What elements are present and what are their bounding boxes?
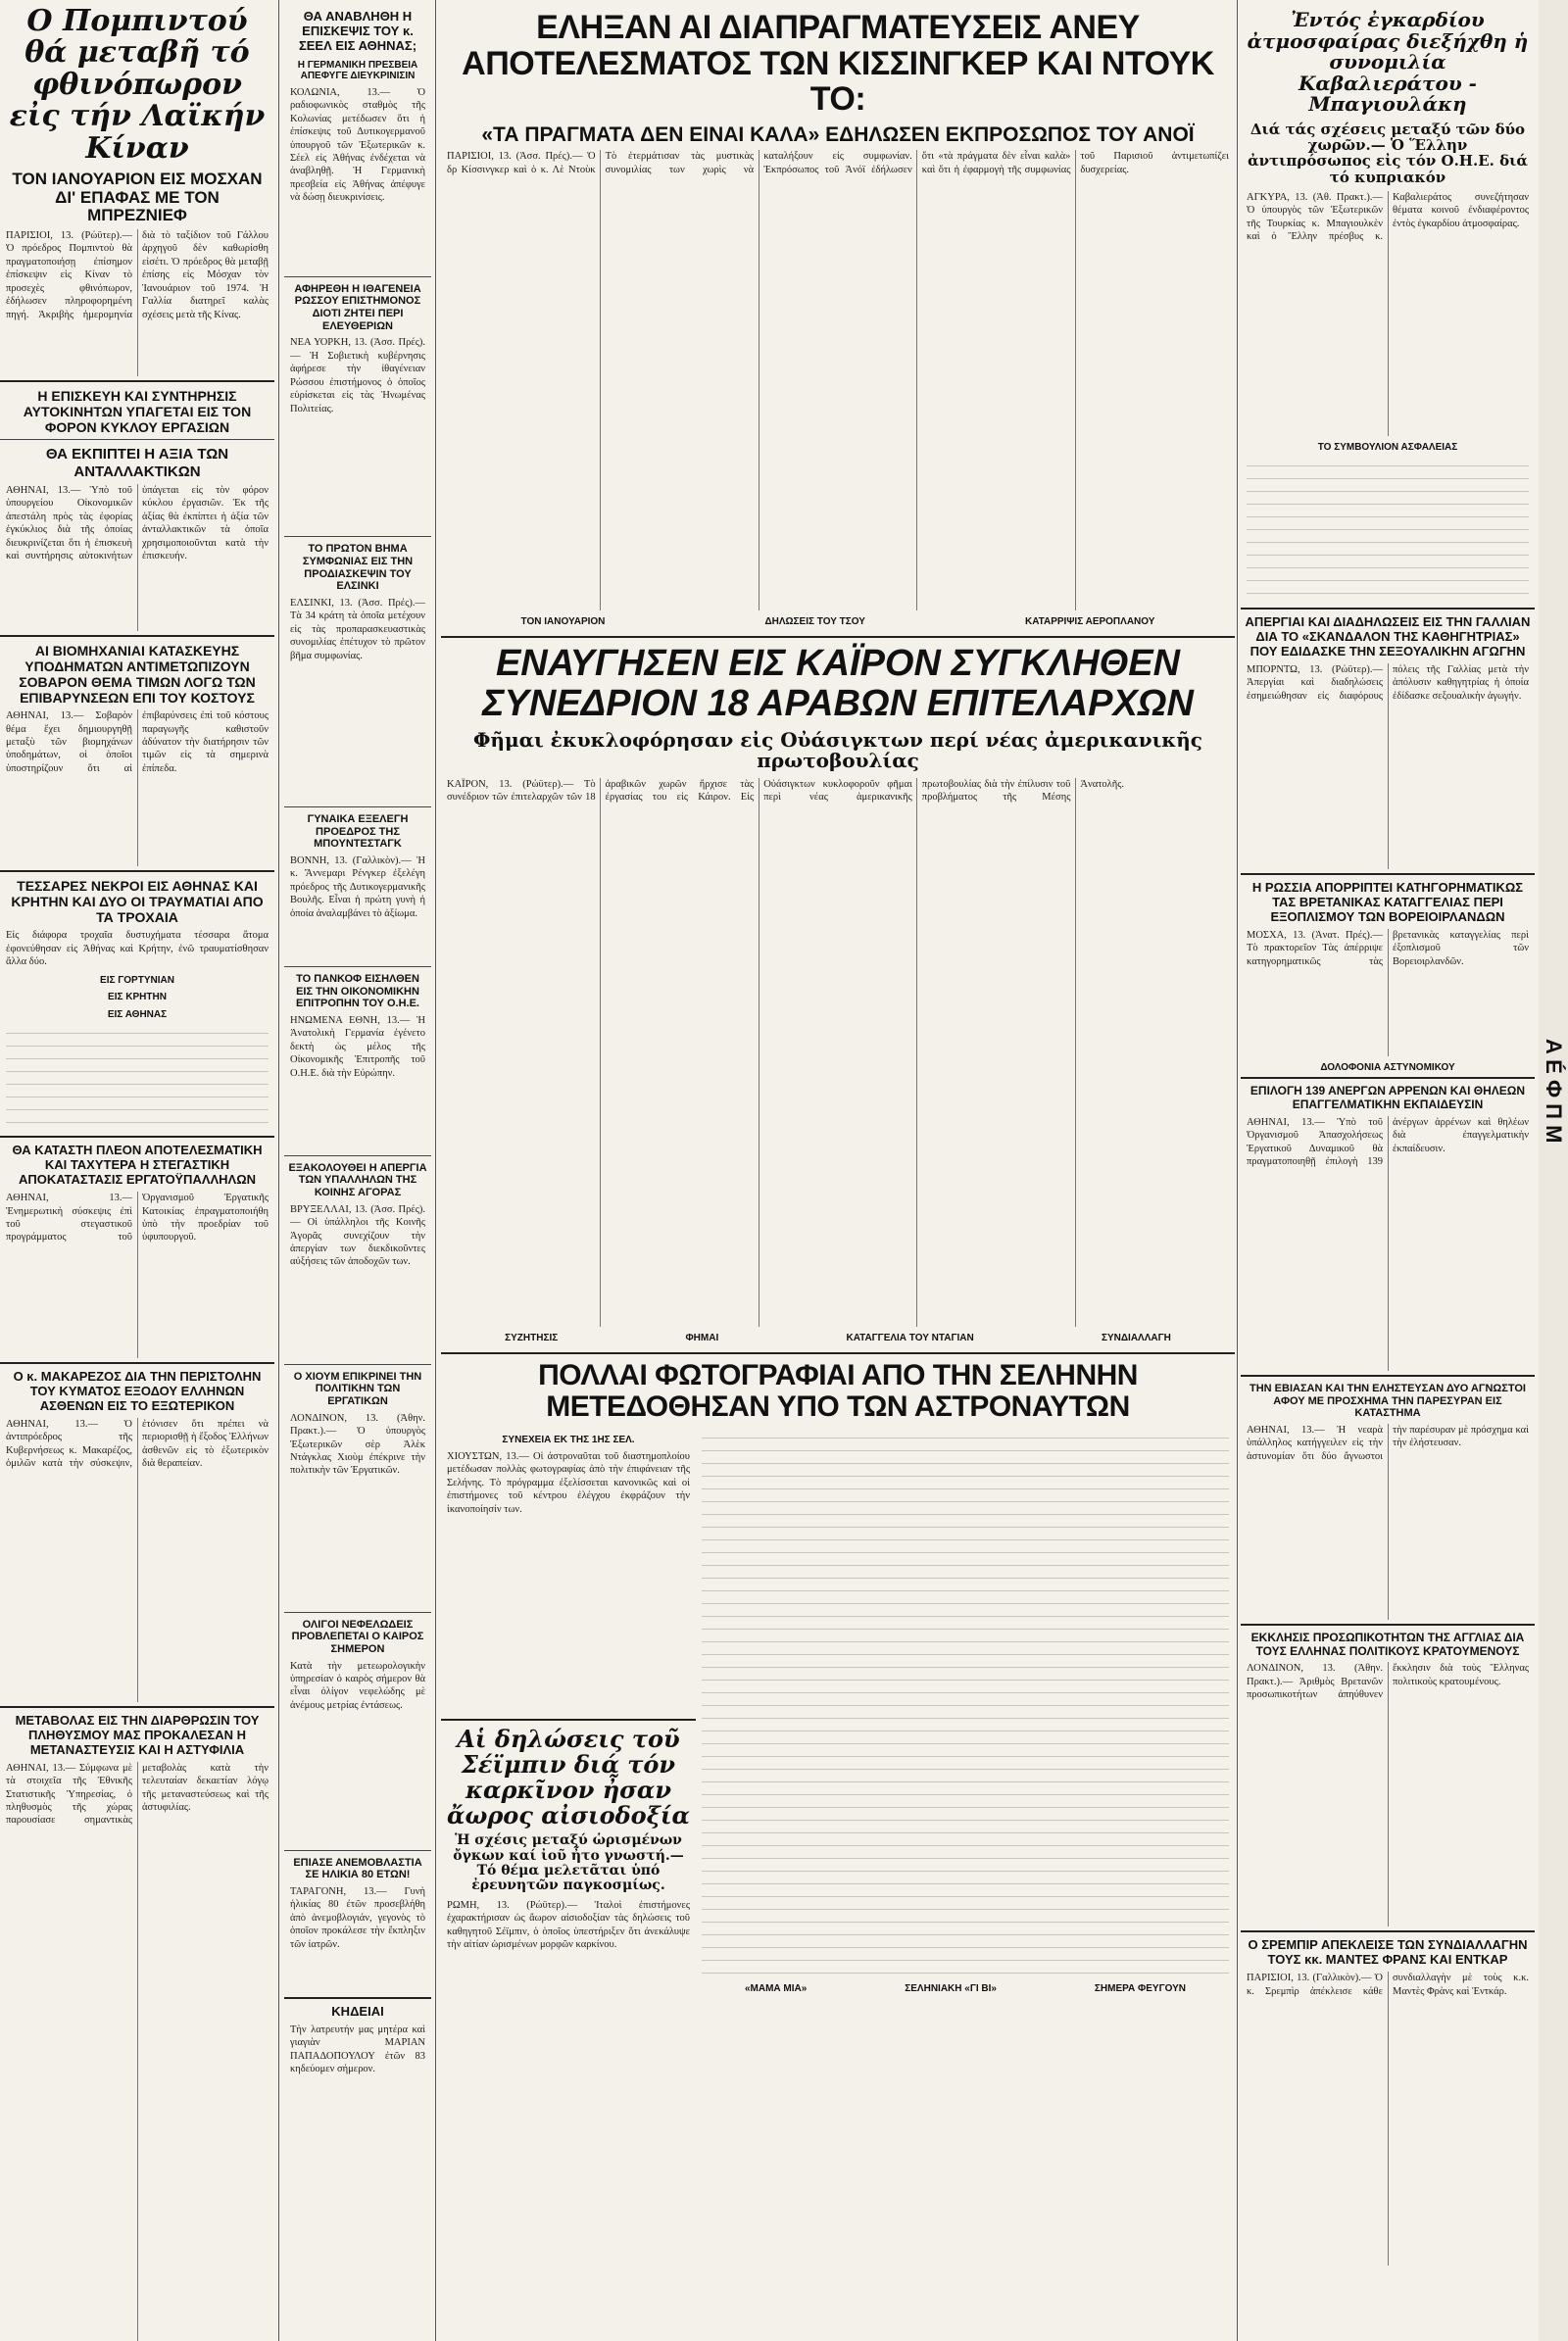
divider xyxy=(284,1612,431,1613)
divider xyxy=(0,635,274,637)
headline-housing: ΘΑ ΚΑΤΑΣΤΗ ΠΛΕΟΝ ΑΠΟΤΕΛΕΣΜΑΤΙΚΗ ΚΑΙ ΤΑΧΥΤΕΡΑ Η ΣΤΕΓΑΣΤΙΚΗ ΑΠΟΚΑΤΑΣΤΑΣΙΣ ΕΡΓΑΤΟΫΠΑΛΛΗΛΩΝ xyxy=(12,1143,263,1188)
body-makarezos: ΑΘΗΝΑΙ, 13.— Ὁ ἀντιπρόεδρος τῆς Κυβερνήσεως κ. Μακαρέζος, ὁμιλῶν κατὰ τὴν σύσκεψιν, ἐτόνισεν ὅτι πρέπει νὰ περιορισθῇ ἡ ἔξοδος Ἑλλήνων ἀσθενῶν εἰς τὸ ἐξωτερικὸν διὰ θεραπείαν. xyxy=(6,1418,269,1470)
subhead-police-murder: ΔΟΛΟΦΟΝΙΑ ΑΣΤΥΝΟΜΙΚΟΥ xyxy=(1320,1061,1455,1073)
text-filler xyxy=(6,1024,269,1132)
body-kavalieratos: ΑΓΚΥΡΑ, 13. (Ἀθ. Πρακτ.).— Ὁ ὑπουργὸς τῶν Ἐξωτερικῶν τῆς Τουρκίας κ. Μπαγιουλκὲν καὶ ὁ Ἕλλην πρέσβυς κ. Καβαλιεράτος συνεζήτησαν θέματα κοινοῦ ἐνδιαφέροντος ἐντὸς ἐγκαρδίου ἀτμοσφαίρας. xyxy=(1247,191,1529,243)
moon-block xyxy=(441,1429,1235,2173)
divider xyxy=(1241,1077,1535,1079)
body-population: ΑΘΗΝΑΙ, 13.— Σύμφωνα μὲ τὰ στοιχεῖα τῆς Ἐθνικῆς Στατιστικῆς Ὑπηρεσίας, ὁ πληθυσμὸς τῆς χώρας παρουσίασε σημαντικὰς μεταβολὰς κατὰ τὴν τελευταίαν δεκαετίαν λόγῳ τῆς μεταναστεύσεως καὶ τῆς ἀστυφιλίας. xyxy=(6,1762,269,1827)
subhead-plane: ΚΑΤΑΡΡΙΨΙΣ ΑΕΡΟΠΛΑΝΟΥ xyxy=(1025,616,1155,628)
body-france-strike: ΜΠΟΡΝΤΩ, 13. (Ρώϋτερ).— Ἀπεργίαι καὶ διαδηλώσεις ἐσημειώθησαν εἰς διαφόρους πόλεις τῆς Γαλλίας μετὰ τὴν ἀπόλυσιν καθηγητρίας ἡ ὁποία ἐδίδασκε σεξουαλικὴν ἀγωγήν. xyxy=(1247,664,1529,702)
headline-population: ΜΕΤΑΒΟΛΑΣ ΕΙΣ ΤΗΝ ΔΙΑΡΘΡΩΣΙΝ ΤΟΥ ΠΛΗΘΥΣΜΟΥ ΜΑΣ ΠΡΟΚΑΛΕΣΑΝ Η ΜΕΤΑΝΑΣΤΕΥΣΙΣ ΚΑΙ Η ΑΣΤΥΦΙΛΙΑ xyxy=(15,1712,260,1757)
divider xyxy=(284,1997,431,1999)
headline-russia-ireland: Η ΡΩΣΣΙΑ ΑΠΟΡΡΙΠΤΕΙ ΚΑΤΗΓΟΡΗΜΑΤΙΚΩΣ ΤΑΣ ΒΡΕΤΑΝΙΚΑΣ ΚΑΤΑΓΓΕΛΙΑΣ ΠΕΡΙ ΕΞΟΠΛΙΣΜΟΥ ΤΩΝ ΒΟΡΕΙΟΙΡΛΑΝΔΩΝ xyxy=(1251,880,1524,924)
headline-scheel: ΘΑ ΑΝΑΒΛΗΘΗ Η ΕΠΙΣΚΕΨΙΣ ΤΟΥ κ. ΣΕΕΛ ΕΙΣ ΑΘΗΝΑΣ; xyxy=(298,9,417,53)
subhead-chou: ΔΗΛΩΣΕΙΣ ΤΟΥ ΤΣΟΥ xyxy=(764,616,865,628)
divider xyxy=(284,966,431,967)
subheads-kissinger xyxy=(441,610,1235,632)
divider xyxy=(284,806,431,807)
column-rule xyxy=(278,0,279,2341)
divider xyxy=(0,380,274,382)
text-filler xyxy=(1247,457,1529,604)
headline-car-repair: Η ΕΠΙΣΚΕΥΗ ΚΑΙ ΣΥΝΤΗΡΗΣΙΣ ΑΥΤΟΚΙΝΗΤΩΝ ΥΠΑΓΕΤΑΙ ΕΙΣ ΤΟΝ ΦΟΡΟΝ ΚΥΚΛΟΥ ΕΡΓΑΣΙΩΝ xyxy=(23,388,252,436)
body-helsinki: ΕΛΣΙΝΚΙ, 13. (Ἀσσ. Πρές).— Τὰ 34 κράτη τὰ ὁποῖα μετέχουν εἰς τὰς προπαρασκευαστικὰς συνομιλίας ἐπέτυχον τὸ πρῶτον βῆμα συμφωνίας. xyxy=(290,597,425,661)
subhead-kissinger: «ΤΑ ΠΡΑΓΜΑΤΑ ΔΕΝ ΕΙΝΑΙ ΚΑΛΑ» ΕΔΗΛΩΣΕΝ ΕΚΠΡΟΣΩΠΟΣ ΤΟΥ ΑΝΟΪ xyxy=(481,123,1195,147)
headline-arab-chiefs: ΕΝΑΥΓΗΣΕΝ ΕΙΣ ΚΑΪΡΟΝ ΣΥΓΚΛΗΘΕΝ ΣΥΝΕΔΡΙΟΝ 18 ΑΡΑΒΩΝ ΕΠΙΤΕΛΑΡΧΩΝ xyxy=(482,642,1194,724)
body-scheel: ΚΟΛΩΝΙΑ, 13.— Ὁ ραδιοφωνικὸς σταθμὸς τῆς Κολωνίας μετέδωσεν ὅτι ἡ ἐπίσκεψις τοῦ Δυτικογερμανοῦ ὑπουργοῦ τῶν Ἐξωτερικῶν κ. Σέελ εἰς Ἀθήνας ἐνδέχεται νὰ ἀναβληθῇ. Ἡ Γερμανικὴ πρεσβεία εἰς Ἀθήνας ἀπέφυγε νὰ δώσῃ διευκρινίσεις. xyxy=(290,86,425,204)
column-rule xyxy=(1237,0,1238,2341)
body-russia-ireland: ΜΟΣΧΑ, 13. (Ἀνατ. Πρές).— Τὸ πρακτορεῖον Τὰς ἀπέρριψε κατηγορηματικῶς τὰς βρετανικὰς καταγγελίας περὶ ἐξοπλισμοῦ τῶν Βορειοιρλανδῶν. xyxy=(1247,929,1529,967)
edge-letters: A É Φ Π M xyxy=(1542,1039,1566,1144)
headline-chickenpox: ΕΠΙΑΣΕ ΑΝΕΜΟΒΛΑΣΤΙΑ ΣΕ ΗΛΙΚΙΑ 80 ΕΤΩΝ! xyxy=(293,1856,422,1881)
headline-france-strike: ΑΠΕΡΓΙΑΙ ΚΑΙ ΔΙΑΔΗΛΩΣΕΙΣ ΕΙΣ ΤΗΝ ΓΑΛΛΙΑΝ ΔΙΑ ΤΟ «ΣΚΑΝΔΑΛΟΝ ΤΗΣ ΚΑΘΗΓΗΤΡΙΑΣ» ΠΟΥ ΕΔΙΔΑΣΚΕ ΤΗΝ ΣΕΞΟΥΑΛΙΚΗΝ ΑΓΩΓΗΝ xyxy=(1245,614,1531,659)
divider xyxy=(0,1362,274,1364)
headline-shoe-industry: ΑΙ ΒΙΟΜΗΧΑΝΙΑΙ ΚΑΤΑΣΚΕΥΗΣ ΥΠΟΔΗΜΑΤΩΝ ΑΝΤΙΜΕΤΩΠΙΖΟΥΝ ΣΟΒΑΡΟΝ ΘΕΜΑ ΤΙΜΩΝ ΛΟΓΩ ΤΩΝ ΕΠΙΒΑΡΥΝΣΕΩΝ ΕΠΙ ΤΟΥ ΚΟΣΤΟΥΣ xyxy=(19,642,256,707)
subhead-athens: ΕΙΣ ΑΘΗΝΑΣ xyxy=(107,1008,168,1020)
headline-traffic-deaths: ΤΕΣΣΑΡΕΣ ΝΕΚΡΟΙ ΕΙΣ ΑΘΗΝΑΣ ΚΑΙ ΚΡΗΤΗΝ ΚΑΙ ΔΥΟ ΟΙ ΤΡΑΥΜΑΤΙΑΙ ΑΠΟ ΤΑ ΤΡΟΧΑΙΑ xyxy=(11,878,264,926)
subhead-pompidou: ΤΟΝ ΙΑΝΟΥΑΡΙΟΝ ΕΙΣ ΜΟΣΧΑΝ ΔΙ' ΕΠΑΦΑΣ ΜΕ ΤΟΝ ΜΠΡΕΖΝΙΕΦ xyxy=(12,169,263,225)
divider xyxy=(0,1136,274,1138)
body-common-market-strike: ΒΡΥΞΕΛΛΑΙ, 13. (Ἀσσ. Πρές).— Οἱ ὑπάλληλοι τῆς Κοινῆς Ἀγορᾶς συνεχίζουν τὴν ἀπεργίαν των διεκδικοῦντες αὐξήσεις τῶν ἀποδοχῶν των. xyxy=(290,1203,425,1268)
body-sabin: ΡΩΜΗ, 13. (Ρώϋτερ).— Ἰταλοὶ ἐπιστήμονες ἐχαρακτήρισαν ὡς ἄωρον αἰσιοδοξίαν τὰς δηλώσεις τοῦ καθηγητοῦ Σέϊμπιν, ὁ ὁποῖος ὑπεστήριξεν ὅτι ἀνεκάλυψε τὴν αἰτίαν ὡρισμένων μορφῶν καρκίνου. xyxy=(447,1899,690,1951)
subhead-rumors: ΦΗΜΑΙ xyxy=(685,1333,719,1343)
moon-left xyxy=(441,1429,696,2173)
subhead-gortynia: ΕΙΣ ΓΟΡΤΥΝΙΑΝ xyxy=(100,974,174,986)
column-left xyxy=(0,0,274,2341)
divider xyxy=(1241,1624,1535,1626)
headline-schreiber: Ο ΣΡΕΜΠΙΡ ΑΠΕΚΛΕΙΣΕ ΤΩΝ ΣΥΝΔΙΑΛΛΑΓΗΝ ΤΟΥΣ κκ. ΜΑΝΤΕΣ ΦΡΑΝΣ ΚΑΙ ΕΝΤΚΑΡ xyxy=(1248,1937,1528,1968)
subhead-security-council: ΤΟ ΣΥΜΒΟΥΛΙΟΝ ΑΣΦΑΛΕΙΑΣ xyxy=(1317,441,1458,453)
headline-moon-photos: ΠΟΛΛΑΙ ΦΩΤΟΓΡΑΦΙΑΙ ΑΠΟ ΤΗΝ ΣΕΛΗΝΗΝ ΜΕΤΕΔΟΘΗΣΑΝ ΥΠΟ ΤΩΝ ΑΣΤΡΟΝΑΥΤΩΝ xyxy=(538,1358,1138,1423)
body-robbery: ΑΘΗΝΑΙ, 13.— Ἡ νεαρὰ ὑπάλληλος κατήγγειλεν εἰς τὴν ἀστυνομίαν ὅτι δύο ἄγνωστοι τὴν παρέσυραν μὲ πρόσχημα καὶ τὴν ἐλήστευσαν. xyxy=(1247,1424,1529,1462)
divider xyxy=(1241,1375,1535,1377)
divider xyxy=(441,1352,1235,1354)
column-center xyxy=(441,0,1235,2341)
body-appeal: ΛΟΝΔΙΝΟΝ, 13. (Ἀθην. Πρακτ.).— Ἀριθμὸς Βρετανῶν προσωπικοτήτων ἀπηύθυνεν ἔκκλησιν διὰ τοὺς Ἕλληνας πολιτικοὺς κρατουμένους. xyxy=(1247,1663,1529,1701)
subhead-leaving-today: ΣΗΜΕΡΑ ΦΕΥΓΟΥΝ xyxy=(1094,1983,1186,1995)
divider xyxy=(0,870,274,872)
subhead-lunar-tv: ΣΕΛΗΝΙΑΚΗ «ΓΙ ΒΙ» xyxy=(905,1983,997,1995)
body-schreiber: ΠΑΡΙΣΙΟΙ, 13. (Γαλλικὸν).— Ὁ κ. Σρεμπὶρ ἀπέκλεισε κάθε συνδιαλλαγὴν μὲ τοὺς κ.κ. Μαντὲς Φρὰνς καὶ Ἐντκάρ. xyxy=(1247,1973,1529,1997)
body-traffic-deaths: Εἰς διάφορα τροχαῖα δυστυχήματα τέσσαρα ἄτομα ἐφονεύθησαν εἰς Ἀθήνας καὶ Κρήτην, ἐνῶ τραυματίσθησαν ἄλλα δύο. xyxy=(6,930,269,968)
subhead-scheel: Η ΓΕΡΜΑΝΙΚΗ ΠΡΕΣΒΕΙΑ ΑΠΕΦΥΓΕ ΔΙΕΥΚΡΙΝΙΣΙΝ xyxy=(297,59,418,82)
headline-sabin: Αἱ δηλώσεις τοῦ Σέϊμπιν διά τόν καρκῖνον ἦσαν ἄωρος αἰσιοδοξία xyxy=(447,1724,690,1829)
moon-right xyxy=(696,1429,1235,2173)
divider xyxy=(441,1719,696,1721)
edge-strip xyxy=(1539,0,1568,2341)
body-pompidou: ΠΑΡΙΣΙΟΙ, 13. (Ρώϋτερ).— Ὁ πρόεδρος Πομπιντοὺ θὰ πραγματοποιήσῃ ἐπίσημον ἐπίσκεψιν εἰς Κίναν τὸ προσεχὲς φθινόπωρον, ἐδήλωσεν πληροφορημένη πηγή. Ἀκριβὴς ἡμερομηνία διὰ τὸ ταξίδιον τοῦ Γάλλου ἀρχηγοῦ δὲν καθωρίσθη εἰσέτι. Ὁ πρόεδρος θὰ μεταβῇ ἐπίσης εἰς Μόσχαν τὸν Ἰανουάριον τοῦ 1974. Ἡ Γαλλία διατηρεῖ καλὰς σχέσεις μετὰ τῆς Κίνας. xyxy=(6,230,269,320)
body-chickenpox: ΤΑΡΑΓΟΝΗ, 13.— Γυνὴ ἡλικίας 80 ἐτῶν προσεβλήθη ἀπὸ ἀνεμοβλογιάν, γεγονὸς τὸ ὁποῖον προκάλεσε τὴν ἔκπληξιν τῶν ἰατρῶν. xyxy=(290,1885,425,1950)
divider xyxy=(284,276,431,277)
headline-spare-parts: ΘΑ ΕΚΠΙΠΤΕΙ Η ΑΞΙΑ ΤΩΝ ΑΝΤΑΛΛΑΚΤΙΚΩΝ xyxy=(45,446,229,480)
body-bundestag: ΒΟΝΝΗ, 13. (Γαλλικὸν).— Ἡ κ. Ἄννεμαρι Ρένγκερ ἐξελέγη πρόεδρος τῆς Δυτικογερμανικῆς Βουλῆς. Εἶναι ἡ πρώτη γυνὴ ἡ ὁποία ἀναλαμβάνει τὸ ἀξίωμα. xyxy=(290,854,425,919)
body-moon-photos: ΧΙΟΥΣΤΩΝ, 13.— Οἱ ἀστροναῦται τοῦ διαστημοπλοίου μετέδωσαν πολλὰς φωτογραφίας ἀπὸ τὴν ἐπιφάνειαν τῆς Σελήνης. Τὸ πρόγραμμα ἐξελίσσεται κανονικῶς καὶ οἱ ἐπιστήμονες τοῦ κέντρου ἐλέγχου ἐκφράζουν τὴν ἱκανοποίησίν των. xyxy=(447,1450,690,1515)
subheads-moon xyxy=(696,1977,1235,1999)
divider xyxy=(284,1155,431,1156)
body-russian-scientist: ΝΕΑ ΥΟΡΚΗ, 13. (Ἀσσ. Πρές).— Ἡ Σοβιετικὴ κυβέρνησις ἀφήρεσε τὴν ἰθαγένειαν Ρώσσου ἐπιστήμονος ὁ ὁποῖος εὑρίσκεται εἰς τὰς Ἡνωμένας Πολιτείας. xyxy=(290,337,425,415)
headline-bundestag: ΓΥΝΑΙΚΑ ΕΞΕΛΕΓΗ ΠΡΟΕΔΡΟΣ ΤΗΣ ΜΠΟΥΝΤΕΣΤΑΓΚ xyxy=(307,812,409,851)
moon-text-continued xyxy=(702,1429,1229,1977)
headline-helsinki: ΤΟ ΠΡΩΤΟΝ ΒΗΜΑ ΣΥΜΦΩΝΙΑΣ ΕΙΣ ΤΗΝ ΠΡΟΔΙΑΣΚΕΨΙΝ ΤΟΥ ΕΛΣΙΝΚΙ xyxy=(302,543,414,593)
headline-pompidou: Ο Πομπιντού θά μεταβῆ τό φθινόπωρον εἰς τήν Λαϊκήν Κίναν xyxy=(9,4,266,166)
headline-makarezos: Ο κ. ΜΑΚΑΡΕΖΟΣ ΔΙΑ ΤΗΝ ΠΕΡΙΣΤΟΛΗΝ ΤΟΥ ΚΥΜΑΤΟΣ ΕΞΟΔΟΥ ΕΛΛΗΝΩΝ ΑΣΘΕΝΩΝ ΕΙΣ ΤΟ ΕΞΩΤΕΡΙΚΟΝ xyxy=(13,1369,262,1413)
subhead-discussion: ΣΥΖΗΤΗΣΙΣ xyxy=(505,1333,559,1343)
subhead-mama-mia: «ΜΑΜΑ ΜΙΑ» xyxy=(744,1983,808,1995)
body-funerals: Τὴν λατρευτήν μας μητέρα καὶ γιαγιὰν ΜΑΡΙΑΝ ΠΑΠΑΔΟΠΟΥΛΟΥ ἐτῶν 83 κηδεύομεν σήμερον. xyxy=(290,2024,425,2075)
body-housing: ΑΘΗΝΑΙ, 13.— Ἐνημερωτικὴ σύσκεψις ἐπὶ τοῦ στεγαστικοῦ προγράμματος τοῦ Ὀργανισμοῦ Ἐργατικῆς Κατοικίας ἐπραγματοποιήθη ὑπὸ τὴν προεδρίαν τοῦ ὑφυπουργοῦ. xyxy=(6,1193,269,1244)
headline-home: Ο ΧΙΟΥΜ ΕΠΙΚΡΙΝΕΙ ΤΗΝ ΠΟΛΙΤΙΚΗΝ ΤΩΝ ΕΡΓΑΤΙΚΩΝ xyxy=(293,1370,422,1407)
divider xyxy=(441,636,1235,638)
headline-appeal: ΕΚΚΛΗΣΙΣ ΠΡΟΣΩΠΙΚΟΤΗΤΩΝ ΤΗΣ ΑΓΓΛΙΑΣ ΔΙΑ ΤΟΥΣ ΕΛΛΗΝΑΣ ΠΟΛΙΤΙΚΟΥΣ ΚΡΑΤΟΥΜΕΝΟΥΣ xyxy=(1250,1630,1525,1658)
subhead-kavalieratos: Διά τάς σχέσεις μεταξύ τῶν δύο χωρῶν.— Ὁ Ἕλλην ἀντιπρόσωπος εἰς τόν Ο.Η.Ε. διά τό κυπριακόν xyxy=(1248,120,1528,186)
subheads-arab xyxy=(441,1327,1235,1348)
subhead-sabin: Ἡ σχέσις μεταξύ ὡρισμένων ὄγκων καί ἰοῦ ἦτο γνωστή.— Τό θέμα μελετᾶται ὑπό ἐρευνητῶν παγκοσμίως. xyxy=(453,1832,684,1893)
headline-unemployed-training: ΕΠΙΛΟΓΗ 139 ΑΝΕΡΓΩΝ ΑΡΡΕΝΩΝ ΚΑΙ ΘΗΛΕΩΝ ΕΠΑΓΓΕΛΜΑΤΙΚΗΝ ΕΚΠΑΙΔΕΥΣΙΝ xyxy=(1250,1084,1526,1112)
body-shoe-industry: ΑΘΗΝΑΙ, 13.— Σοβαρὸν θέμα ἔχει δημιουργηθῇ μεταξὺ τῶν βιομηχάνων ὑποδημάτων, οἱ ὁποῖοι ὑποστηρίζουν ὅτι αἱ ἐπιβαρύνσεις ἐπὶ τοῦ κόστους παραγωγῆς καθιστοῦν ἀδύνατον τὴν διατήρησιν τῶν τιμῶν εἰς τὰ σημερινὰ ἐπίπεδα. xyxy=(6,710,269,774)
body-weather: Κατὰ τὴν μετεωρολογικὴν ὑπηρεσίαν ὁ καιρὸς σήμερον θὰ εἶναι ὀλίγον νεφελώδης μὲ ἀνέμους μετρίας ἐντάσεως. xyxy=(290,1660,425,1711)
divider xyxy=(1241,608,1535,610)
divider xyxy=(284,1364,431,1365)
column-second xyxy=(284,0,431,2341)
headline-common-market-strike: ΕΞΑΚΟΛΟΥΘΕΙ Η ΑΠΕΡΓΙΑ ΤΩΝ ΥΠΑΛΛΗΛΩΝ ΤΗΣ ΚΟΙΝΗΣ ΑΓΟΡΑΣ xyxy=(288,1161,427,1199)
divider xyxy=(284,1850,431,1851)
column-right xyxy=(1241,0,1535,2341)
headline-kavalieratos: Ἐντός ἐγκαρδίου ἀτμοσφαίρας διεξήχθη ἡ συνομιλία Καβαλιεράτου - Μπαγιουλάκη xyxy=(1247,8,1529,117)
body-arab-chiefs: ΚΑΪΡΟΝ, 13. (Ρώϋτερ).— Τὸ συνέδριον τῶν ἐπιτελαρχῶν τῶν 18 ἀραβικῶν χωρῶν ἤρχισε τὰς ἐργασίας του εἰς Κάιρον. Εἰς Οὐάσιγκτων κυκλοφοροῦν φῆμαι περὶ νέας ἀμερικανικῆς πρωτοβουλίας διὰ τὴν ἐπίλυσιν τοῦ προβλήματος τῆς Μέσης Ἀνατολῆς. xyxy=(447,779,1125,804)
subhead-dialogue: ΣΥΝΔΙΑΛΛΑΓΗ xyxy=(1101,1333,1171,1343)
subhead-january: ΤΟΝ ΙΑΝΟΥΑΡΙΟΝ xyxy=(520,616,606,628)
divider xyxy=(0,439,274,440)
divider xyxy=(1241,1930,1535,1932)
headline-pankow: ΤΟ ΠΑΝΚΟΦ ΕΙΣΗΛΘΕΝ ΕΙΣ ΤΗΝ ΟΙΚΟΝΟΜΙΚΗΝ ΕΠΙΤΡΟΠΗΝ ΤΟΥ Ο.Η.Ε. xyxy=(295,972,419,1010)
subhead-continued: ΣΥΝΕΧΕΙΑ ΕΚ ΤΗΣ 1ΗΣ ΣΕΛ. xyxy=(502,1435,635,1446)
divider xyxy=(1241,873,1535,875)
divider xyxy=(284,536,431,537)
headline-russian-scientist: ΑΦΗΡΕΘΗ Η ΙΘΑΓΕΝΕΙΑ ΡΩΣΣΟΥ ΕΠΙΣΤΗΜΟΝΟΣ ΔΙΟΤΙ ΖΗΤΕΙ ΠΕΡΙ ΕΛΕΥΘΕΡΙΩΝ xyxy=(294,282,421,332)
column-rule xyxy=(435,0,436,2341)
body-unemployed-training: ΑΘΗΝΑΙ, 13.— Ὑπὸ τοῦ Ὀργανισμοῦ Ἀπασχολήσεως Ἐργατικοῦ Δυναμικοῦ θὰ πραγματοποιηθῇ ἐπιλογὴ 139 ἀνέργων ἀρρένων καὶ θηλέων διὰ ἐπαγγελματικὴν ἐκπαίδευσιν. xyxy=(1247,1116,1529,1168)
body-home: ΛΟΝΔΙΝΟΝ, 13. (Ἀθην. Πρακτ.).— Ὁ ὑπουργὸς Ἐξωτερικῶν σὲρ Ἀλὲκ Ντάγκλας Χιοὺμ ἐπέκρινε τὴν πολιτικὴν τῶν Ἐργατικῶν. xyxy=(290,1412,425,1477)
headline-kissinger: ΕΛΗΞΑΝ ΑΙ ΔΙΑΠΡΑΓΜΑΤΕΥΣΕΙΣ ΑΝΕΥ ΑΠΟΤΕΛΕΣΜΑΤΟΣ ΤΩΝ ΚΙΣΣΙΝΓΚΕΡ ΚΑΙ ΝΤΟΥΚ ΤΟ: xyxy=(462,9,1214,119)
subhead-dayan: ΚΑΤΑΓΓΕΛΙΑ ΤΟΥ ΝΤΑΓΙΑΝ xyxy=(846,1333,974,1343)
body-pankow: ΗΝΩΜΕΝΑ ΕΘΝΗ, 13.— Ἡ Ἀνατολικὴ Γερμανία ἐγένετο δεκτὴ ὡς μέλος τῆς Οἰκονομικῆς Ἐπιτροπῆς τοῦ Ο.Η.Ε. διὰ τὴν Εὐρώπην. xyxy=(290,1014,425,1079)
headline-funerals: ΚΗΔΕΙΑΙ xyxy=(331,2003,384,2019)
subhead-crete: ΕΙΣ ΚΡΗΤΗΝ xyxy=(108,992,167,1003)
divider xyxy=(0,1706,274,1708)
body-spare-parts: ΑΘΗΝΑΙ, 13.— Ὑπὸ τοῦ ὑπουργείου Οἰκονομικῶν ἀπεστάλη πρὸς τὰς ἐφορίας ἐγκύκλιος διὰ τῆς ὁποίας διευκρινίζεται ὅτι ἡ ἐπισκευὴ καὶ συντήρησις αὐτοκινήτων ὑπάγεται εἰς τὸν φόρον κύκλου ἐργασιῶν. Ἐκ τῆς ἀξίας θὰ ἐκπίπτει ἡ ἀξία τῶν ἀνταλλακτικῶν τὰ ὁποῖα χρησιμοποιοῦνται κατὰ τὴν ἐπισκευήν. xyxy=(6,484,269,561)
subhead-arab-chiefs: Φῆμαι ἐκυκλοφόρησαν εἰς Οὐάσιγκτων περί νέας ἀμερικανικῆς πρωτοβουλίας xyxy=(472,727,1202,773)
headline-robbery: ΤΗΝ ΕΒΙΑΣΑΝ ΚΑΙ ΤΗΝ ΕΛΗΣΤΕΥΣΑΝ ΔΥΟ ΑΓΝΩΣΤΟΙ ΑΦΟΥ ΜΕ ΠΡΟΣΧΗΜΑ ΤΗΝ ΠΑΡΕΣΥΡΑΝ ΕΙΣ ΚΑΤΑΣΤΗΜΑ xyxy=(1250,1382,1526,1420)
article-pompidou xyxy=(0,6,274,376)
headline-weather: ΟΛΙΓΟΙ ΝΕΦΕΛΩΔΕΙΣ ΠΡΟΒΛΕΠΕΤΑΙ Ο ΚΑΙΡΟΣ ΣΗΜΕΡΟΝ xyxy=(291,1618,424,1655)
body-kissinger: ΠΑΡΙΣΙΟΙ, 13. (Ἀσσ. Πρές).— Ὁ δρ Κίσσινγκερ καὶ ὁ κ. Λὲ Ντοὺκ Τὸ ἐτερμάτισαν τὰς μυστικὰς συνομιλίας των χωρὶς νὰ καταλήξουν εἰς συμφωνίαν. Ἐκπρόσωπος τοῦ Ἀνόϊ ἐδήλωσεν ὅτι «τὰ πράγματα δὲν εἶναι καλὰ» καὶ ὅτι ἡ ἐφαρμογὴ τῆς συμφωνίας τοῦ Παρισιοῦ ἀντιμετωπίζει δυσχερείας. xyxy=(447,151,1229,175)
